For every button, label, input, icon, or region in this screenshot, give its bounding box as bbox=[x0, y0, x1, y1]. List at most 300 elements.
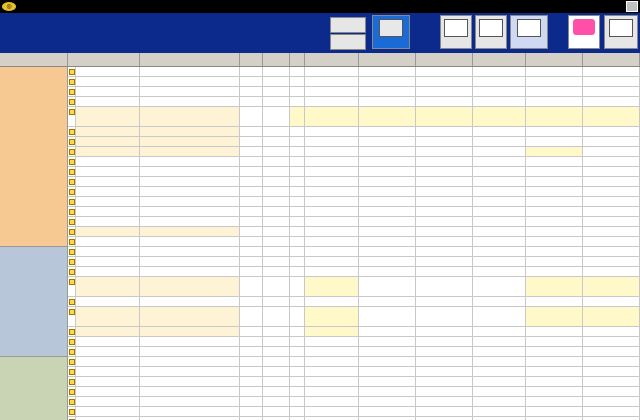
result-cell[interactable] bbox=[583, 347, 640, 357]
result-cell[interactable] bbox=[290, 347, 305, 357]
result-cell[interactable] bbox=[416, 167, 473, 177]
result-cell[interactable] bbox=[359, 267, 416, 277]
result-cell[interactable] bbox=[526, 267, 583, 277]
table-row[interactable] bbox=[0, 177, 640, 187]
result-cell[interactable] bbox=[290, 397, 305, 407]
result-cell[interactable] bbox=[416, 177, 473, 187]
result-cell[interactable] bbox=[526, 377, 583, 387]
table-row[interactable] bbox=[0, 227, 640, 237]
result-cell[interactable] bbox=[416, 327, 473, 337]
result-cell[interactable] bbox=[583, 217, 640, 227]
col-header-date[interactable] bbox=[359, 53, 416, 66]
table-row[interactable] bbox=[0, 327, 640, 337]
result-cell[interactable] bbox=[583, 307, 640, 327]
result-cell[interactable] bbox=[526, 407, 583, 417]
col-header-date[interactable] bbox=[526, 53, 583, 66]
result-cell[interactable] bbox=[473, 197, 526, 207]
result-cell[interactable] bbox=[583, 367, 640, 377]
result-cell[interactable] bbox=[359, 177, 416, 187]
result-cell[interactable] bbox=[290, 267, 305, 277]
result-cell[interactable] bbox=[359, 87, 416, 97]
col-header-detail[interactable] bbox=[140, 53, 240, 66]
result-cell[interactable] bbox=[359, 297, 416, 307]
row-graph-toggle[interactable] bbox=[68, 297, 76, 307]
row-graph-toggle[interactable] bbox=[68, 307, 76, 327]
result-cell[interactable] bbox=[290, 257, 305, 267]
result-cell[interactable] bbox=[583, 267, 640, 277]
result-cell[interactable] bbox=[290, 87, 305, 97]
result-cell[interactable] bbox=[416, 297, 473, 307]
result-cell[interactable] bbox=[526, 197, 583, 207]
result-cell[interactable] bbox=[526, 387, 583, 397]
result-cell[interactable] bbox=[416, 397, 473, 407]
row-graph-toggle[interactable] bbox=[68, 137, 76, 147]
result-cell[interactable] bbox=[473, 357, 526, 367]
row-graph-toggle[interactable] bbox=[68, 407, 76, 417]
result-cell[interactable] bbox=[583, 187, 640, 197]
result-cell[interactable] bbox=[305, 397, 359, 407]
result-cell[interactable] bbox=[526, 277, 583, 297]
result-cell[interactable] bbox=[359, 347, 416, 357]
result-cell[interactable] bbox=[305, 277, 359, 297]
result-cell[interactable] bbox=[583, 377, 640, 387]
result-cell[interactable] bbox=[473, 187, 526, 197]
result-cell[interactable] bbox=[416, 367, 473, 377]
result-cell[interactable] bbox=[290, 377, 305, 387]
result-cell[interactable] bbox=[526, 347, 583, 357]
result-cell[interactable] bbox=[416, 247, 473, 257]
result-cell[interactable] bbox=[416, 67, 473, 77]
row-graph-toggle[interactable] bbox=[68, 187, 76, 197]
row-graph-toggle[interactable] bbox=[68, 77, 76, 87]
table-row[interactable] bbox=[0, 257, 640, 267]
result-cell[interactable] bbox=[359, 217, 416, 227]
table-row[interactable] bbox=[0, 107, 640, 127]
table-row[interactable] bbox=[0, 97, 640, 107]
table-row[interactable] bbox=[0, 277, 640, 297]
result-cell[interactable] bbox=[583, 257, 640, 267]
table-row[interactable] bbox=[0, 157, 640, 167]
col-header-date[interactable] bbox=[416, 53, 473, 66]
result-cell[interactable] bbox=[359, 77, 416, 87]
result-cell[interactable] bbox=[526, 247, 583, 257]
result-cell[interactable] bbox=[473, 247, 526, 257]
result-cell[interactable] bbox=[416, 207, 473, 217]
result-cell[interactable] bbox=[416, 257, 473, 267]
result-cell[interactable] bbox=[359, 377, 416, 387]
result-cell[interactable] bbox=[526, 147, 583, 157]
table-row[interactable] bbox=[0, 237, 640, 247]
result-cell[interactable] bbox=[359, 367, 416, 377]
table-row[interactable] bbox=[0, 247, 640, 257]
row-graph-toggle[interactable] bbox=[68, 387, 76, 397]
result-cell[interactable] bbox=[290, 297, 305, 307]
result-cell[interactable] bbox=[473, 167, 526, 177]
result-cell[interactable] bbox=[416, 127, 473, 137]
result-cell[interactable] bbox=[416, 87, 473, 97]
result-cell[interactable] bbox=[583, 177, 640, 187]
result-cell[interactable] bbox=[526, 357, 583, 367]
result-cell[interactable] bbox=[416, 157, 473, 167]
row-graph-toggle[interactable] bbox=[68, 167, 76, 177]
result-cell[interactable] bbox=[583, 77, 640, 87]
result-cell[interactable] bbox=[359, 227, 416, 237]
result-cell[interactable] bbox=[305, 187, 359, 197]
result-cell[interactable] bbox=[290, 207, 305, 217]
result-cell[interactable] bbox=[526, 227, 583, 237]
result-cell[interactable] bbox=[583, 327, 640, 337]
result-cell[interactable] bbox=[473, 387, 526, 397]
result-cell[interactable] bbox=[290, 67, 305, 77]
result-cell[interactable] bbox=[305, 197, 359, 207]
result-cell[interactable] bbox=[359, 67, 416, 77]
result-cell[interactable] bbox=[526, 257, 583, 267]
table-row[interactable] bbox=[0, 87, 640, 97]
prescription-button[interactable] bbox=[440, 15, 472, 49]
result-cell[interactable] bbox=[583, 207, 640, 217]
result-cell[interactable] bbox=[359, 277, 416, 297]
table-row[interactable] bbox=[0, 137, 640, 147]
result-cell[interactable] bbox=[416, 97, 473, 107]
close-button[interactable] bbox=[626, 1, 638, 12]
result-cell[interactable] bbox=[583, 277, 640, 297]
row-graph-toggle[interactable] bbox=[68, 157, 76, 167]
result-cell[interactable] bbox=[290, 327, 305, 337]
row-graph-toggle[interactable] bbox=[68, 347, 76, 357]
result-cell[interactable] bbox=[416, 357, 473, 367]
result-cell[interactable] bbox=[305, 177, 359, 187]
result-cell[interactable] bbox=[290, 277, 305, 297]
result-cell[interactable] bbox=[290, 107, 305, 127]
result-cell[interactable] bbox=[290, 247, 305, 257]
result-cell[interactable] bbox=[290, 407, 305, 417]
result-cell[interactable] bbox=[290, 127, 305, 137]
result-cell[interactable] bbox=[290, 237, 305, 247]
table-row[interactable] bbox=[0, 207, 640, 217]
result-cell[interactable] bbox=[305, 227, 359, 237]
result-cell[interactable] bbox=[526, 137, 583, 147]
row-graph-toggle[interactable] bbox=[68, 397, 76, 407]
result-cell[interactable] bbox=[416, 197, 473, 207]
result-cell[interactable] bbox=[473, 147, 526, 157]
table-row[interactable] bbox=[0, 357, 640, 367]
result-cell[interactable] bbox=[473, 257, 526, 267]
result-cell[interactable] bbox=[583, 167, 640, 177]
result-cell[interactable] bbox=[526, 167, 583, 177]
col-header-date[interactable] bbox=[583, 53, 640, 66]
result-cell[interactable] bbox=[473, 337, 526, 347]
table-row[interactable] bbox=[0, 407, 640, 417]
row-graph-toggle[interactable] bbox=[68, 127, 76, 137]
result-cell[interactable] bbox=[526, 97, 583, 107]
result-cell[interactable] bbox=[526, 127, 583, 137]
result-cell[interactable] bbox=[290, 227, 305, 237]
result-cell[interactable] bbox=[583, 107, 640, 127]
result-cell[interactable] bbox=[473, 297, 526, 307]
result-cell[interactable] bbox=[359, 237, 416, 247]
col-header-low[interactable] bbox=[240, 53, 263, 66]
result-cell[interactable] bbox=[305, 377, 359, 387]
table-row[interactable] bbox=[0, 307, 640, 327]
result-cell[interactable] bbox=[416, 137, 473, 147]
result-cell[interactable] bbox=[583, 147, 640, 157]
result-cell[interactable] bbox=[473, 227, 526, 237]
table-row[interactable] bbox=[0, 167, 640, 177]
result-cell[interactable] bbox=[473, 137, 526, 147]
result-cell[interactable] bbox=[305, 157, 359, 167]
result-cell[interactable] bbox=[290, 137, 305, 147]
print-button[interactable] bbox=[372, 15, 410, 49]
table-row[interactable] bbox=[0, 337, 640, 347]
col-header-high[interactable] bbox=[263, 53, 290, 66]
result-cell[interactable] bbox=[583, 357, 640, 367]
result-cell[interactable] bbox=[416, 277, 473, 297]
injection-order-button[interactable] bbox=[330, 34, 366, 50]
result-cell[interactable] bbox=[526, 67, 583, 77]
table-row[interactable] bbox=[0, 377, 640, 387]
row-graph-toggle[interactable] bbox=[68, 147, 76, 157]
result-cell[interactable] bbox=[416, 407, 473, 417]
result-cell[interactable] bbox=[359, 157, 416, 167]
table-row[interactable] bbox=[0, 147, 640, 157]
result-cell[interactable] bbox=[359, 167, 416, 177]
row-graph-toggle[interactable] bbox=[68, 97, 76, 107]
result-cell[interactable] bbox=[305, 237, 359, 247]
table-row[interactable] bbox=[0, 77, 640, 87]
result-cell[interactable] bbox=[359, 407, 416, 417]
result-cell[interactable] bbox=[526, 157, 583, 167]
result-cell[interactable] bbox=[305, 127, 359, 137]
result-cell[interactable] bbox=[473, 107, 526, 127]
result-cell[interactable] bbox=[305, 67, 359, 77]
result-cell[interactable] bbox=[290, 337, 305, 347]
result-cell[interactable] bbox=[583, 157, 640, 167]
result-cell[interactable] bbox=[473, 307, 526, 327]
result-cell[interactable] bbox=[305, 87, 359, 97]
result-cell[interactable] bbox=[526, 107, 583, 127]
result-cell[interactable] bbox=[305, 107, 359, 127]
result-cell[interactable] bbox=[305, 207, 359, 217]
result-cell[interactable] bbox=[473, 97, 526, 107]
result-cell[interactable] bbox=[526, 297, 583, 307]
result-cell[interactable] bbox=[290, 197, 305, 207]
table-row[interactable] bbox=[0, 197, 640, 207]
result-cell[interactable] bbox=[583, 407, 640, 417]
table-row[interactable] bbox=[0, 187, 640, 197]
result-cell[interactable] bbox=[473, 327, 526, 337]
result-cell[interactable] bbox=[290, 77, 305, 87]
row-graph-toggle[interactable] bbox=[68, 67, 76, 77]
result-cell[interactable] bbox=[526, 217, 583, 227]
result-cell[interactable] bbox=[473, 157, 526, 167]
result-cell[interactable] bbox=[526, 327, 583, 337]
result-cell[interactable] bbox=[305, 357, 359, 367]
col-header-category[interactable] bbox=[0, 53, 68, 66]
table-row[interactable] bbox=[0, 367, 640, 377]
row-graph-toggle[interactable] bbox=[68, 237, 76, 247]
result-cell[interactable] bbox=[359, 207, 416, 217]
result-cell[interactable] bbox=[526, 307, 583, 327]
result-cell[interactable] bbox=[359, 357, 416, 367]
result-cell[interactable] bbox=[473, 277, 526, 297]
result-cell[interactable] bbox=[583, 87, 640, 97]
result-cell[interactable] bbox=[359, 187, 416, 197]
result-cell[interactable] bbox=[473, 77, 526, 87]
result-cell[interactable] bbox=[583, 237, 640, 247]
result-cell[interactable] bbox=[526, 187, 583, 197]
result-cell[interactable] bbox=[290, 157, 305, 167]
result-cell[interactable] bbox=[359, 97, 416, 107]
result-cell[interactable] bbox=[305, 407, 359, 417]
result-cell[interactable] bbox=[290, 307, 305, 327]
result-cell[interactable] bbox=[473, 377, 526, 387]
result-cell[interactable] bbox=[416, 337, 473, 347]
row-graph-toggle[interactable] bbox=[68, 267, 76, 277]
result-cell[interactable] bbox=[583, 247, 640, 257]
result-cell[interactable] bbox=[583, 397, 640, 407]
dw-button[interactable] bbox=[510, 15, 548, 49]
result-cell[interactable] bbox=[305, 297, 359, 307]
result-cell[interactable] bbox=[416, 387, 473, 397]
result-cell[interactable] bbox=[290, 177, 305, 187]
result-cell[interactable] bbox=[305, 347, 359, 357]
result-cell[interactable] bbox=[416, 227, 473, 237]
result-cell[interactable] bbox=[583, 337, 640, 347]
result-cell[interactable] bbox=[305, 257, 359, 267]
col-header-name[interactable] bbox=[68, 53, 140, 66]
row-graph-toggle[interactable] bbox=[68, 337, 76, 347]
col-header-date[interactable] bbox=[305, 53, 359, 66]
result-cell[interactable] bbox=[290, 147, 305, 157]
result-cell[interactable] bbox=[359, 137, 416, 147]
result-cell[interactable] bbox=[305, 267, 359, 277]
row-graph-toggle[interactable] bbox=[68, 207, 76, 217]
result-cell[interactable] bbox=[290, 367, 305, 377]
result-cell[interactable] bbox=[473, 217, 526, 227]
result-cell[interactable] bbox=[359, 307, 416, 327]
row-graph-toggle[interactable] bbox=[68, 217, 76, 227]
result-cell[interactable] bbox=[473, 207, 526, 217]
result-cell[interactable] bbox=[473, 237, 526, 247]
result-cell[interactable] bbox=[305, 387, 359, 397]
table-row[interactable] bbox=[0, 347, 640, 357]
result-cell[interactable] bbox=[305, 217, 359, 227]
row-graph-toggle[interactable] bbox=[68, 277, 76, 297]
row-graph-toggle[interactable] bbox=[68, 377, 76, 387]
row-graph-toggle[interactable] bbox=[68, 107, 76, 127]
result-cell[interactable] bbox=[416, 377, 473, 387]
result-cell[interactable] bbox=[359, 197, 416, 207]
result-cell[interactable] bbox=[526, 367, 583, 377]
result-cell[interactable] bbox=[305, 77, 359, 87]
result-cell[interactable] bbox=[359, 127, 416, 137]
table-row[interactable] bbox=[0, 217, 640, 227]
row-graph-toggle[interactable] bbox=[68, 367, 76, 377]
patient-search-button[interactable] bbox=[330, 17, 366, 33]
result-cell[interactable] bbox=[583, 387, 640, 397]
result-cell[interactable] bbox=[359, 247, 416, 257]
result-cell[interactable] bbox=[583, 227, 640, 237]
row-graph-toggle[interactable] bbox=[68, 177, 76, 187]
result-cell[interactable] bbox=[473, 177, 526, 187]
result-cell[interactable] bbox=[305, 337, 359, 347]
result-cell[interactable] bbox=[305, 307, 359, 327]
load-latest-button[interactable] bbox=[604, 15, 638, 49]
result-cell[interactable] bbox=[416, 217, 473, 227]
result-cell[interactable] bbox=[526, 177, 583, 187]
result-cell[interactable] bbox=[583, 137, 640, 147]
table-row[interactable] bbox=[0, 397, 640, 407]
col-header-date[interactable] bbox=[473, 53, 526, 66]
result-cell[interactable] bbox=[305, 327, 359, 337]
result-cell[interactable] bbox=[416, 237, 473, 247]
result-cell[interactable] bbox=[359, 257, 416, 267]
row-graph-toggle[interactable] bbox=[68, 357, 76, 367]
result-cell[interactable] bbox=[526, 77, 583, 87]
row-graph-toggle[interactable] bbox=[68, 327, 76, 337]
table-row[interactable] bbox=[0, 67, 640, 77]
result-cell[interactable] bbox=[416, 147, 473, 157]
result-cell[interactable] bbox=[359, 107, 416, 127]
result-cell[interactable] bbox=[359, 327, 416, 337]
row-graph-toggle[interactable] bbox=[68, 227, 76, 237]
result-cell[interactable] bbox=[473, 87, 526, 97]
table-row[interactable] bbox=[0, 297, 640, 307]
result-cell[interactable] bbox=[305, 167, 359, 177]
row-graph-toggle[interactable] bbox=[68, 247, 76, 257]
row-graph-toggle[interactable] bbox=[68, 257, 76, 267]
result-cell[interactable] bbox=[473, 397, 526, 407]
result-cell[interactable] bbox=[526, 397, 583, 407]
result-cell[interactable] bbox=[473, 367, 526, 377]
result-cell[interactable] bbox=[473, 347, 526, 357]
result-cell[interactable] bbox=[583, 97, 640, 107]
result-cell[interactable] bbox=[359, 337, 416, 347]
result-cell[interactable] bbox=[290, 97, 305, 107]
result-cell[interactable] bbox=[290, 187, 305, 197]
result-cell[interactable] bbox=[305, 367, 359, 377]
row-graph-toggle[interactable] bbox=[68, 197, 76, 207]
result-cell[interactable] bbox=[526, 207, 583, 217]
flag-button[interactable] bbox=[568, 15, 600, 49]
result-cell[interactable] bbox=[526, 87, 583, 97]
result-cell[interactable] bbox=[416, 267, 473, 277]
result-cell[interactable] bbox=[583, 127, 640, 137]
result-cell[interactable] bbox=[290, 167, 305, 177]
result-cell[interactable] bbox=[526, 337, 583, 347]
result-cell[interactable] bbox=[290, 387, 305, 397]
result-cell[interactable] bbox=[473, 67, 526, 77]
result-cell[interactable] bbox=[526, 237, 583, 247]
result-cell[interactable] bbox=[416, 77, 473, 87]
result-cell[interactable] bbox=[305, 147, 359, 157]
table-row[interactable] bbox=[0, 127, 640, 137]
result-cell[interactable] bbox=[583, 297, 640, 307]
table-row[interactable] bbox=[0, 267, 640, 277]
result-cell[interactable] bbox=[416, 107, 473, 127]
result-cell[interactable] bbox=[290, 357, 305, 367]
result-cell[interactable] bbox=[305, 247, 359, 257]
result-cell[interactable] bbox=[473, 127, 526, 137]
table-row[interactable] bbox=[0, 387, 640, 397]
result-cell[interactable] bbox=[290, 217, 305, 227]
result-cell[interactable] bbox=[416, 307, 473, 327]
result-cell[interactable] bbox=[305, 137, 359, 147]
result-cell[interactable] bbox=[473, 267, 526, 277]
result-cell[interactable] bbox=[359, 147, 416, 157]
result-cell[interactable] bbox=[583, 67, 640, 77]
result-cell[interactable] bbox=[473, 407, 526, 417]
